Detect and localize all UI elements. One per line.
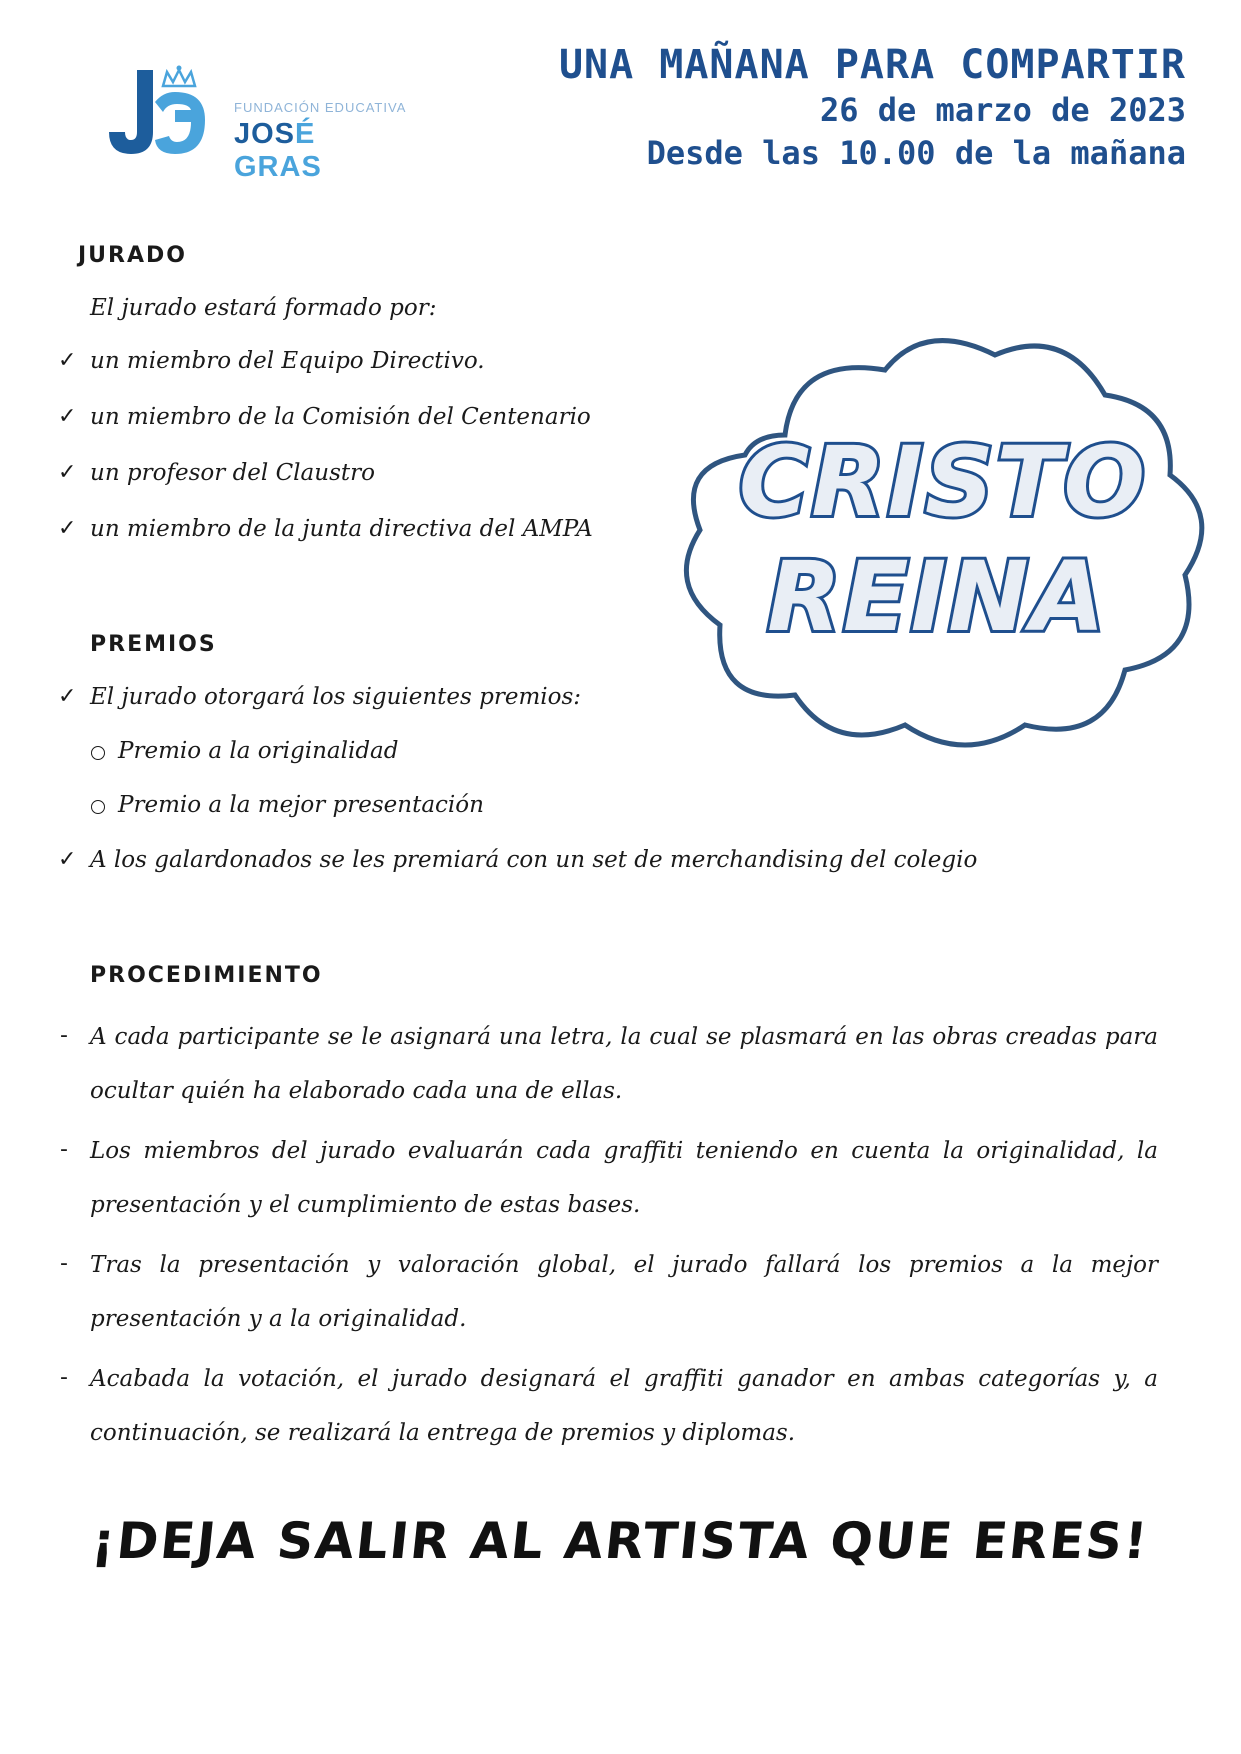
jurado-item: un miembro de la junta directiva del AMPA xyxy=(90,516,593,542)
crown-icon xyxy=(163,66,195,87)
dash-icon: - xyxy=(60,1137,68,1162)
graffiti-cloud xyxy=(665,325,1220,755)
circle-bullet-icon xyxy=(91,746,105,760)
jurado-item: un miembro de la Comisión del Centenario xyxy=(90,404,591,430)
check-icon: ✓ xyxy=(58,516,77,541)
dash-icon: - xyxy=(60,1365,68,1390)
premios-item: A los galardonados se les premiará con un set de merchandising del colegio xyxy=(90,847,978,873)
check-icon: ✓ xyxy=(58,847,77,872)
jurado-intro: El jurado estará formado por: xyxy=(90,295,437,321)
premios-item: El jurado otorgará los siguientes premios: xyxy=(90,684,582,710)
procedimiento-item: Tras la presentación y valoración global, el jurado fallará los premios a la mejor presentación y a la originalidad. xyxy=(90,1252,1158,1332)
check-icon: ✓ xyxy=(58,348,77,373)
procedimiento-item: Los miembros del jurado evaluarán cada graffiti teniendo en cuenta la originalidad, la presentación y el cumplimiento de estas bases. xyxy=(90,1138,1158,1218)
check-icon: ✓ xyxy=(58,404,77,429)
logo-title: JOSÉ GRAS xyxy=(234,118,322,183)
dash-icon: - xyxy=(60,1251,68,1276)
slogan: ¡DEJA SALIR AL ARTISTA QUE ERES! xyxy=(89,1512,1152,1570)
dash-icon: - xyxy=(60,1023,68,1048)
procedimiento-item: Acabada la votación, el jurado designará el graffiti ganador en ambas categorías y, a continuación, se realizará la entrega de premios y diplomas. xyxy=(90,1366,1158,1446)
procedimiento-item: A cada participante se le asignará una letra, la cual se plasmará en las obras creadas para ocultar quién ha elaborado cada una de ellas. xyxy=(90,1024,1158,1104)
circle-bullet-icon xyxy=(91,800,105,814)
logo-mark-icon xyxy=(105,62,225,172)
graffiti-line-1: CRISTO xyxy=(738,426,1148,538)
event-header xyxy=(559,42,1186,174)
check-icon: ✓ xyxy=(58,460,77,485)
premios-subitem: Premio a la mejor presentación xyxy=(118,792,484,818)
event-date: 26 de marzo de 2023 xyxy=(819,91,1186,129)
event-time: Desde las 10.00 de la mañana xyxy=(646,133,1186,172)
graffiti-line-2: REINA xyxy=(767,541,1107,653)
jurado-title: JURADO xyxy=(78,243,187,268)
procedimiento-title: PROCEDIMIENTO xyxy=(90,963,323,988)
logo-subtitle: FUNDACIÓN EDUCATIVA xyxy=(234,100,407,115)
check-icon: ✓ xyxy=(58,684,77,709)
premios-subitem: Premio a la originalidad xyxy=(118,738,399,764)
jurado-item: un profesor del Claustro xyxy=(90,460,375,486)
logo xyxy=(110,62,410,182)
jurado-item: un miembro del Equipo Directivo. xyxy=(90,348,485,374)
event-title: UNA MAÑANA PARA COMPARTIR xyxy=(558,42,1186,88)
premios-title: PREMIOS xyxy=(90,632,217,657)
